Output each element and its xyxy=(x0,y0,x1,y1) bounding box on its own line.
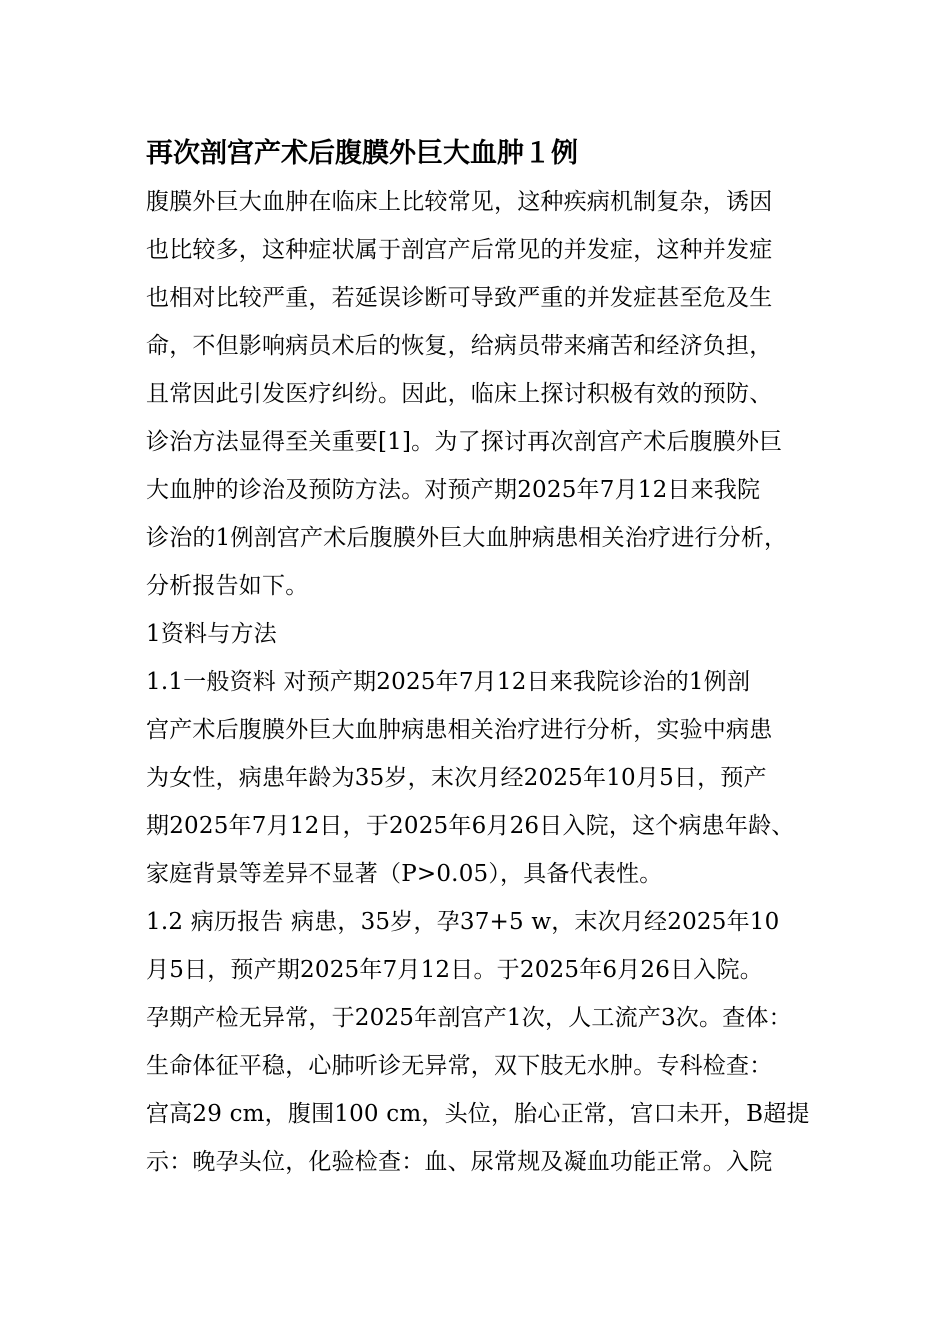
body-line: 诊治方法显得至关重要[1]。为了探讨再次剖宫产术后腹膜外巨 xyxy=(146,429,783,455)
body-line: 命，不但影响病员术后的恢复，给病员带来痛苦和经济负担， xyxy=(146,333,773,359)
body-line: 大血肿的诊治及预防方法。对预产期2025年7月12日来我院 xyxy=(146,477,761,503)
body-line: 1.2 病历报告 病患，35岁，孕37+5 w，末次月经2025年10 xyxy=(146,909,780,935)
body-line: 生命体征平稳，心肺听诊无异常，双下肢无水肿。专科检查： xyxy=(146,1053,773,1079)
body-line: 也比较多，这种症状属于剖宫产后常见的并发症，这种并发症 xyxy=(146,237,773,263)
body-line: 宫产术后腹膜外巨大血肿病患相关治疗进行分析，实验中病患 xyxy=(146,717,773,743)
body-line: 且常因此引发医疗纠纷。因此，临床上探讨积极有效的预防、 xyxy=(146,381,773,407)
document-title: 再次剖宫产术后腹膜外巨大血肿１例 xyxy=(146,138,578,169)
body-line: 宫高29 cm，腹围100 cm，头位，胎心正常，宫口未开，B超提 xyxy=(146,1101,810,1127)
body-line: 腹膜外巨大血肿在临床上比较常见，这种疾病机制复杂，诱因 xyxy=(146,189,773,215)
body-line: 诊治的1例剖宫产术后腹膜外巨大血肿病患相关治疗进行分析， xyxy=(146,525,788,551)
body-line: 示：晚孕头位，化验检查：血、尿常规及凝血功能正常。入院 xyxy=(146,1149,773,1175)
body-line: 月5日，预产期2025年7月12日。于2025年6月26日入院。 xyxy=(146,957,763,983)
body-line: 分析报告如下。 xyxy=(146,573,309,599)
body-line: 家庭背景等差异不显著（P>0.05），具备代表性。 xyxy=(146,861,663,887)
body-line: 为女性，病患年龄为35岁，末次月经2025年10月5日，预产 xyxy=(146,765,767,791)
body-line: 1.1一般资料 对预产期2025年7月12日来我院诊治的1例剖 xyxy=(146,669,751,695)
body-line: 也相对比较严重，若延误诊断可导致严重的并发症甚至危及生 xyxy=(146,285,773,311)
section-heading: 1资料与方法 xyxy=(146,621,277,647)
body-line: 孕期产检无异常，于2025年剖宫产1次，人工流产3次。查体： xyxy=(146,1005,792,1031)
body-line: 期2025年7月12日，于2025年6月26日入院，这个病患年龄、 xyxy=(146,813,795,839)
